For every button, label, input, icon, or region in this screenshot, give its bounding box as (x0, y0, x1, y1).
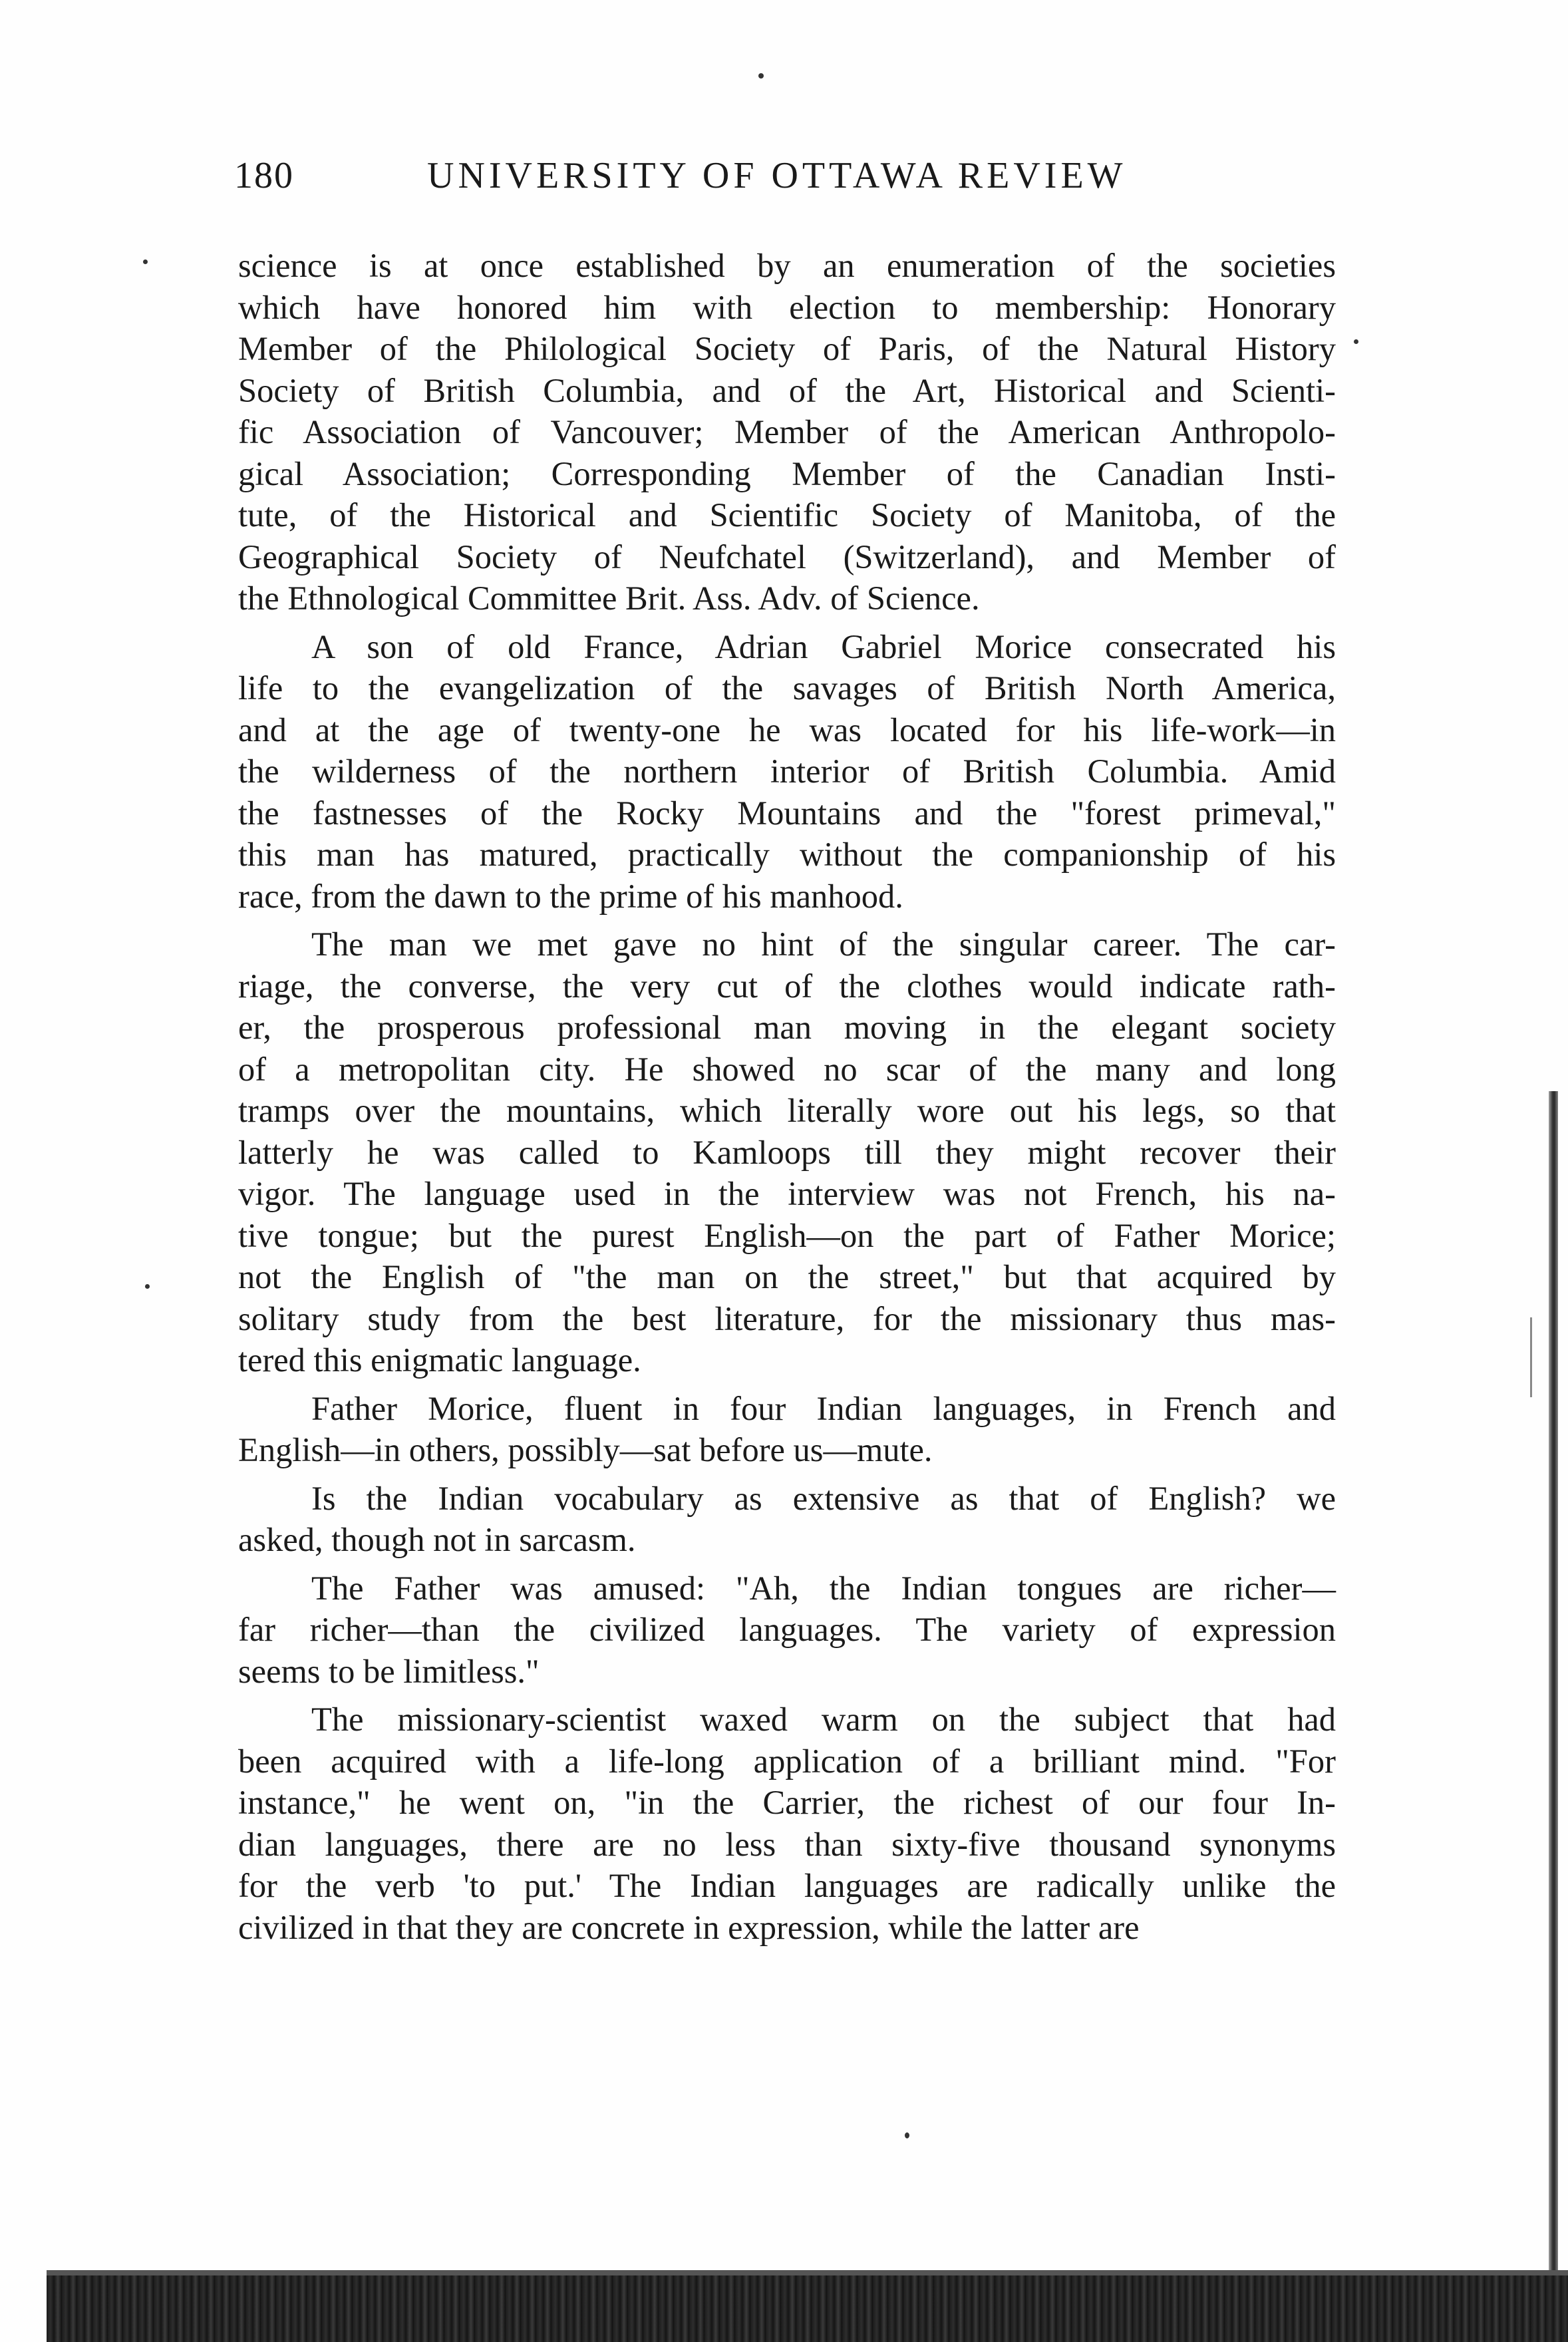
scan-speck (758, 73, 764, 79)
scan-speck (905, 2132, 909, 2138)
text-line: The man we met gave no hint of the singular career. The car- (311, 925, 1336, 963)
paragraph (238, 245, 1336, 619)
book-edge-line (1530, 1317, 1532, 1397)
text-line: far richer—than the civilized languages. The variety of expression (238, 1611, 1336, 1648)
text-line: The missionary-scientist waxed warm on the subject that had (311, 1701, 1336, 1738)
text-line: of a metropolitan city. He showed no scar of the many and long (238, 1050, 1336, 1088)
text-line: race, from the dawn to the prime of his manhood. (238, 877, 903, 915)
text-line: tute, of the Historical and Scientific Society of Manitoba, of the (238, 496, 1336, 534)
text-line: the wilderness of the northern interior of British Columbia. Amid (238, 753, 1336, 790)
paragraph (238, 1388, 1336, 1471)
text-line: not the English of "the man on the street," but that acquired by (238, 1258, 1336, 1295)
text-line: for the verb 'to put.' The Indian languages are radically unlike the (238, 1867, 1336, 1904)
paragraph (238, 1699, 1336, 1948)
text-line: The Father was amused: "Ah, the Indian tongues are richer— (311, 1569, 1336, 1607)
text-line: English—in others, possibly—sat before us—mute. (238, 1431, 933, 1468)
text-line: er, the prosperous professional man moving in the elegant society (238, 1009, 1336, 1046)
text-line: which have honored him with election to membership: Honorary (238, 288, 1336, 326)
text-line: A son of old France, Adrian Gabriel Morice consecrated his (311, 627, 1336, 665)
text-line: instance," he went on, "in the Carrier, the richest of our four In- (238, 1784, 1336, 1821)
text-line: vigor. The language used in the interview was not French, his na- (238, 1175, 1336, 1212)
text-line: Member of the Philological Society of Paris, of the Natural History (238, 330, 1336, 367)
text-line: Is the Indian vocabulary as extensive as that of English? we (311, 1479, 1336, 1517)
paragraph-gap (238, 917, 1336, 923)
paragraph-gap (238, 1471, 1336, 1478)
paragraph (238, 1478, 1336, 1561)
text-line: tered this enigmatic language. (238, 1341, 641, 1379)
text-line: this man has matured, practically without the companionship of his (238, 836, 1336, 873)
paragraph (238, 1568, 1336, 1693)
scan-speck (1354, 339, 1358, 344)
paragraph-gap (238, 1692, 1336, 1699)
paragraph-gap (238, 619, 1336, 626)
text-line: latterly he was called to Kamloops till they might recover their (238, 1133, 1336, 1171)
text-line: gical Association; Corresponding Member of the Canadian Insti- (238, 454, 1336, 492)
paragraph-gap (238, 1381, 1336, 1388)
paragraph (238, 923, 1336, 1381)
text-line: Society of British Columbia, and of the Art, Historical and Scienti- (238, 371, 1336, 409)
text-line: life to the evangelization of the savages of British North America, (238, 669, 1336, 707)
page-header (234, 154, 1378, 208)
scan-speck (145, 1284, 150, 1289)
text-line: and at the age of twenty-one he was located for his life-work—in (238, 711, 1336, 749)
text-line: Geographical Society of Neufchatel (Switzerland), and Member of (238, 538, 1336, 576)
body-text (238, 245, 1336, 1948)
running-head: UNIVERSITY OF OTTAWA REVIEW (427, 155, 1127, 196)
text-line: civilized in that they are concrete in expression, while the latter are (238, 1908, 1140, 1946)
text-line: dian languages, there are no less than sixty-five thousand synonyms (238, 1825, 1336, 1863)
text-line: been acquired with a life-long application of a brilliant mind. "For (238, 1742, 1336, 1780)
text-line: riage, the converse, the very cut of the clothes would indicate rath- (238, 967, 1336, 1005)
text-line: tramps over the mountains, which literally wore out his legs, so that (238, 1092, 1336, 1129)
text-line: solitary study from the best literature, for the missionary thus mas- (238, 1299, 1336, 1337)
scan-speck (143, 259, 148, 264)
text-line: the Ethnological Committee Brit. Ass. Adv. of Science. (238, 580, 980, 617)
text-line: fic Association of Vancouver; Member of the American Anthropolo- (238, 413, 1336, 450)
text-line: the fastnesses of the Rocky Mountains and the "forest primeval," (238, 794, 1336, 832)
text-line: asked, though not in sarcasm. (238, 1521, 636, 1558)
text-line: science is at once established by an enumeration of the societies (238, 247, 1336, 284)
scan-bottom-band (47, 2275, 1568, 2342)
text-line: Father Morice, fluent in four Indian languages, in French and (311, 1389, 1336, 1427)
paragraph-gap (238, 1561, 1336, 1568)
page-number: 180 (234, 155, 294, 196)
text-line: tive tongue; but the purest English—on the part of Father Morice; (238, 1216, 1336, 1254)
paragraph (238, 626, 1336, 918)
book-edge-shadow (1549, 1091, 1558, 2275)
text-line: seems to be limitless." (238, 1652, 540, 1690)
